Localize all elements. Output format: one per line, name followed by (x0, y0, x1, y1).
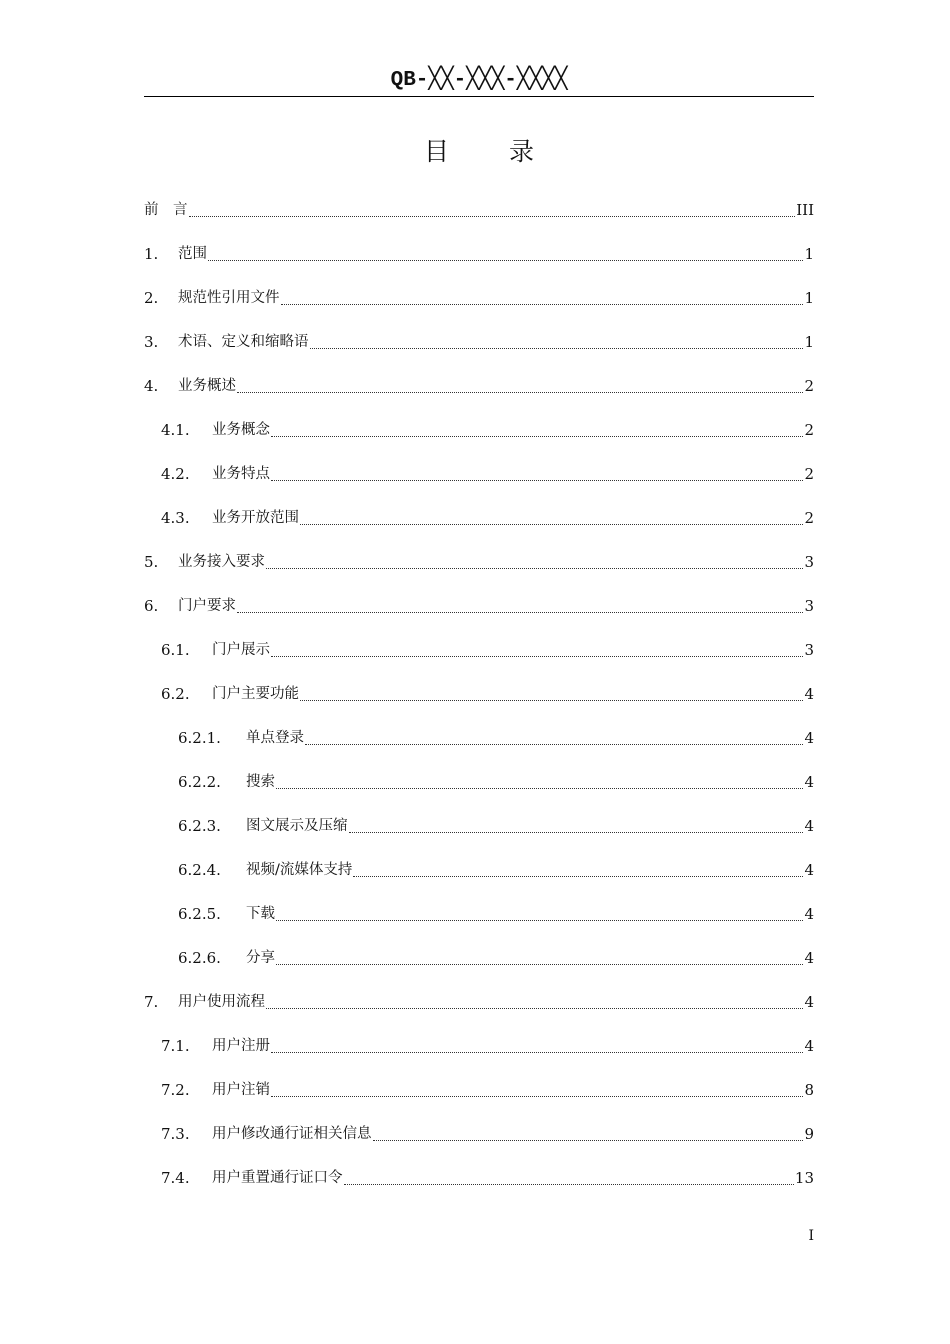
toc-entry-title: 术语、定义和缩略语 (178, 334, 309, 350)
table-of-contents (144, 188, 814, 1200)
toc-entry-number: 6. (144, 597, 159, 615)
toc-entry-page: 3 (804, 641, 814, 659)
toc-entry-number: 7.4. (161, 1169, 190, 1187)
toc-leader-dots (266, 568, 803, 569)
toc-entry-number: 4.1. (161, 421, 190, 439)
page-number: I (808, 1228, 814, 1244)
toc-entry[interactable] (144, 232, 814, 276)
toc-entry-page: 4 (804, 1037, 814, 1055)
toc-entry[interactable] (144, 276, 814, 320)
toc-entry-number: 3. (144, 333, 159, 351)
toc-entry[interactable] (144, 980, 814, 1024)
toc-entry-number: 4.3. (161, 509, 190, 527)
toc-entry-page: 1 (804, 333, 814, 351)
toc-leader-dots (344, 1184, 794, 1185)
toc-entry-page: 4 (804, 949, 814, 967)
toc-entry-page: 4 (804, 861, 814, 879)
toc-entry[interactable] (144, 1024, 814, 1068)
toc-entry-page: 3 (804, 597, 814, 615)
toc-entry[interactable] (144, 848, 814, 892)
toc-entry[interactable] (144, 188, 814, 232)
toc-entry[interactable] (144, 320, 814, 364)
toc-entry-title: 业务接入要求 (178, 554, 265, 570)
toc-entry-number: 1. (144, 245, 159, 263)
toc-entry-number: 6.2.6. (178, 949, 221, 967)
toc-entry-title: 业务开放范围 (212, 510, 299, 526)
toc-entry-page: 2 (804, 377, 814, 395)
toc-leader-dots (208, 260, 803, 261)
toc-entry-title: 分享 (246, 950, 275, 966)
toc-leader-dots (353, 876, 803, 877)
toc-leader-dots (349, 832, 804, 833)
toc-entry-title: 单点登录 (246, 730, 304, 746)
toc-entry-page: 4 (804, 817, 814, 835)
toc-entry-page: 2 (804, 421, 814, 439)
toc-leader-dots (310, 348, 804, 349)
toc-entry-number: 7.2. (161, 1081, 190, 1099)
toc-entry-title: 门户展示 (212, 642, 270, 658)
toc-leader-dots (271, 480, 803, 481)
toc-entry[interactable] (144, 540, 814, 584)
toc-entry-title: 规范性引用文件 (178, 290, 280, 306)
toc-entry[interactable] (144, 1112, 814, 1156)
toc-entry-page: III (796, 201, 814, 219)
toc-entry[interactable] (144, 584, 814, 628)
toc-entry-number: 7.3. (161, 1125, 190, 1143)
toc-entry-page: 1 (804, 289, 814, 307)
toc-entry-page: 8 (804, 1081, 814, 1099)
toc-entry-title: 搜索 (246, 774, 275, 790)
toc-entry-title: 图文展示及压缩 (246, 818, 348, 834)
toc-entry-number: 7. (144, 993, 159, 1011)
document-code: QB-╳╳-╳╳╳-╳╳╳╳ (390, 69, 568, 92)
toc-entry[interactable] (144, 936, 814, 980)
toc-entry-title: 业务概述 (178, 378, 236, 394)
toc-entry-title: 下载 (246, 906, 275, 922)
toc-entry[interactable] (144, 364, 814, 408)
toc-leader-dots (189, 216, 796, 217)
toc-entry-title: 门户要求 (178, 598, 236, 614)
toc-entry-page: 3 (804, 553, 814, 571)
toc-leader-dots (237, 392, 803, 393)
toc-entry-title: 视频/流媒体支持 (246, 862, 353, 878)
page-title: 目录 (423, 137, 594, 166)
toc-leader-dots (373, 1140, 804, 1141)
toc-leader-dots (237, 612, 803, 613)
toc-entry-title: 用户使用流程 (178, 994, 265, 1010)
toc-entry-number: 6.1. (161, 641, 190, 659)
toc-entry-number: 4. (144, 377, 159, 395)
toc-entry[interactable] (144, 716, 814, 760)
toc-entry[interactable] (144, 1156, 814, 1200)
toc-entry-number: 5. (144, 553, 159, 571)
toc-leader-dots (281, 304, 804, 305)
toc-leader-dots (300, 524, 803, 525)
toc-leader-dots (300, 700, 803, 701)
toc-entry[interactable] (144, 804, 814, 848)
toc-entry-page: 2 (804, 465, 814, 483)
toc-entry-number: 6.2. (161, 685, 190, 703)
toc-entry-page: 13 (794, 1169, 814, 1187)
toc-entry[interactable] (144, 892, 814, 936)
toc-entry[interactable] (144, 408, 814, 452)
toc-entry-page: 4 (804, 905, 814, 923)
toc-entry-title: 用户注册 (212, 1038, 270, 1054)
toc-leader-dots (271, 436, 803, 437)
toc-leader-dots (276, 788, 803, 789)
toc-entry-page: 4 (804, 729, 814, 747)
toc-entry-page: 9 (804, 1125, 814, 1143)
toc-entry-title: 范围 (178, 246, 207, 262)
toc-entry-page: 4 (804, 773, 814, 791)
toc-entry[interactable] (144, 1068, 814, 1112)
toc-entry-number: 6.2.3. (178, 817, 221, 835)
toc-entry-title: 用户修改通行证相关信息 (212, 1126, 372, 1142)
toc-leader-dots (271, 1052, 803, 1053)
toc-entry-page: 4 (804, 685, 814, 703)
toc-leader-dots (271, 1096, 803, 1097)
toc-leader-dots (276, 964, 803, 965)
toc-leader-dots (276, 920, 803, 921)
toc-leader-dots (305, 744, 803, 745)
toc-entry[interactable] (144, 452, 814, 496)
toc-entry-number: 2. (144, 289, 159, 307)
toc-leader-dots (271, 656, 803, 657)
toc-entry[interactable] (144, 672, 814, 716)
toc-entry-title: 前 言 (144, 202, 188, 218)
toc-entry-number: 6.2.2. (178, 773, 221, 791)
toc-entry-number: 7.1. (161, 1037, 190, 1055)
toc-entry-title: 用户注销 (212, 1082, 270, 1098)
toc-entry-title: 门户主要功能 (212, 686, 299, 702)
toc-entry[interactable] (144, 628, 814, 672)
toc-entry[interactable] (144, 760, 814, 804)
toc-entry-title: 业务特点 (212, 466, 270, 482)
toc-leader-dots (266, 1008, 803, 1009)
toc-entry-title: 业务概念 (212, 422, 270, 438)
toc-entry[interactable] (144, 496, 814, 540)
toc-entry-number: 6.2.4. (178, 861, 221, 879)
toc-entry-title: 用户重置通行证口令 (212, 1170, 343, 1186)
toc-entry-page: 1 (804, 245, 814, 263)
toc-entry-page: 2 (804, 509, 814, 527)
page-header (144, 66, 814, 97)
toc-entry-number: 6.2.5. (178, 905, 221, 923)
toc-entry-number: 4.2. (161, 465, 190, 483)
toc-entry-page: 4 (804, 993, 814, 1011)
toc-entry-number: 6.2.1. (178, 729, 221, 747)
